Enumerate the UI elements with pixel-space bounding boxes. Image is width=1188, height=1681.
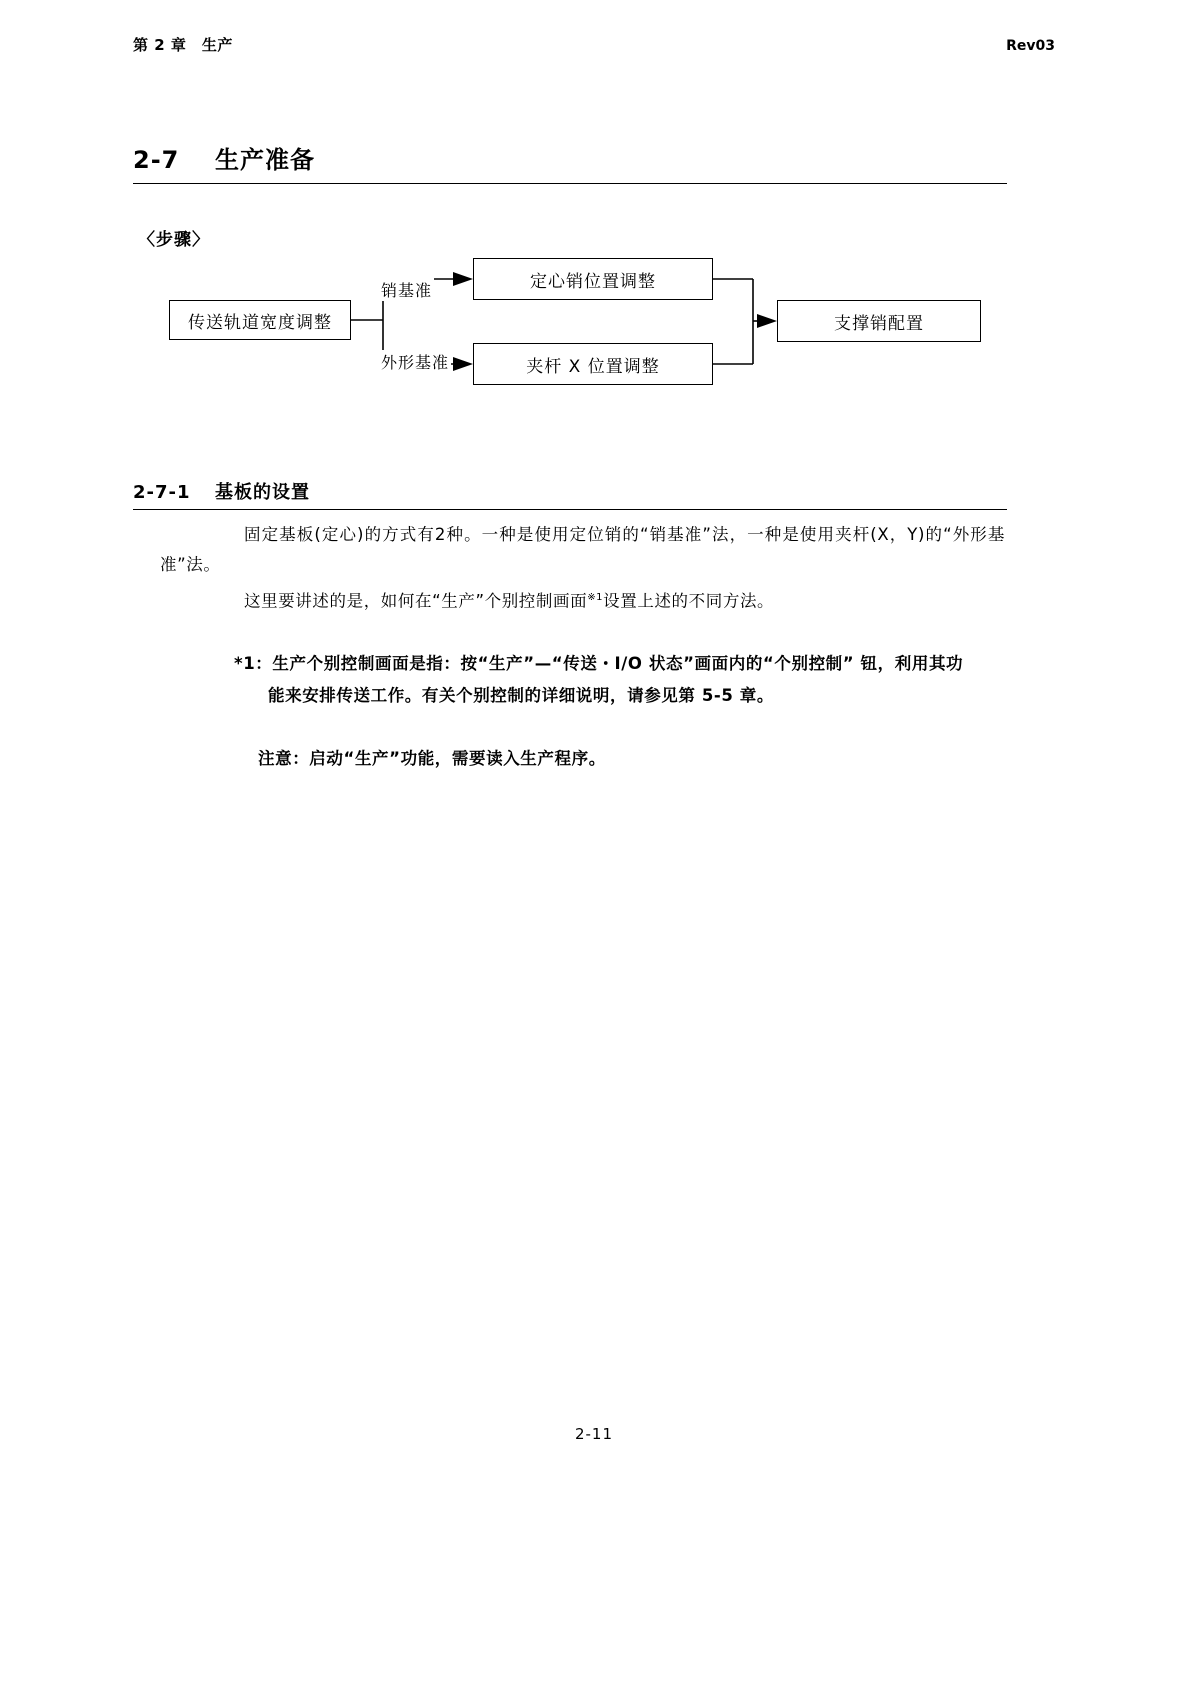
section-number: 2-7 [133,146,180,174]
flow-node-clamp-x: 夹杆 X 位置调整 [473,343,713,385]
footnote-marker: ※1 [587,592,604,603]
footnote-individual-control: *1：生产个别控制画面是指：按“生产”—“传送・I/O 状态”画面内的“个别控制” 钮，利用其功能来安排传送工作。有关个别控制的详细说明，请参见第 5-5 章。 [234,654,964,705]
page-footer [0,1425,1188,1443]
flow-node-track-width: 传送轨道宽度调整 [169,300,351,340]
page-number: 2-11 [574,1425,614,1443]
section-title: 生产准备 [215,146,315,174]
flow-node-centering-pin: 定心销位置调整 [473,258,713,300]
subsection-divider [133,509,1007,510]
header-chapter: 第 2 章 生产 [133,36,233,54]
header-revision: Rev03 [1006,38,1055,54]
process-flow-diagram [133,250,1033,410]
page-header [133,34,1055,55]
flow-edge-label-pin-standard: 销基准 [379,278,434,301]
paragraph-screen-intro [160,583,1005,617]
section-divider [133,183,1007,184]
steps-label: 〈步骤〉 [138,230,210,250]
flow-node-support-pin: 支撑销配置 [777,300,981,342]
caution-note: 注意：启动“生产”功能，需要读入生产程序。 [258,749,606,768]
section-heading [133,140,1007,175]
paragraph-screen-intro-text: 这里要讲述的是，如何在“生产”个别控制画面 [244,591,588,611]
subsection-heading [133,478,1007,504]
paragraph-fixing-methods: 固定基板(定心)的方式有2种。一种是使用定位销的“销基准”法，一种是使用夹杆(X，Y)的“外形基准”法。 [160,525,1005,574]
subsection-title: 基板的设置 [215,482,310,503]
paragraph-screen-intro-tail: 设置上述的不同方法。 [603,591,775,611]
subsection-number: 2-7-1 [133,482,191,503]
flow-edge-label-shape-standard: 外形基准 [379,350,451,373]
